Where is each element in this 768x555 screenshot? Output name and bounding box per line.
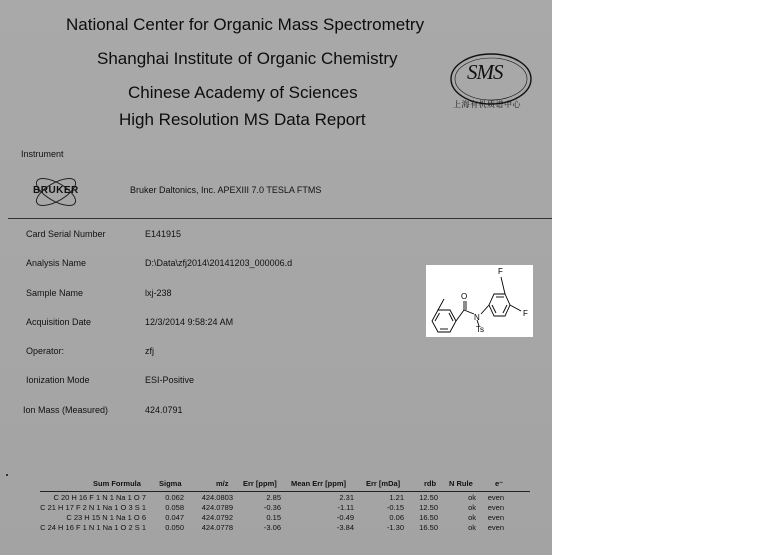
operator-label: Operator: xyxy=(26,346,65,356)
acquisition-date-label: Acquisition Date xyxy=(26,317,92,327)
cell-mz: 424.0792 xyxy=(201,513,233,522)
ion-mass-value: 424.0791 xyxy=(145,405,183,415)
cell-n-rule: ok xyxy=(468,513,476,522)
cell-mz: 424.0789 xyxy=(201,503,233,512)
col-sigma: Sigma xyxy=(159,479,182,488)
cell-err-mda: 1.21 xyxy=(389,493,404,502)
table-header-row xyxy=(20,479,540,489)
sample-name-value: lxj-238 xyxy=(145,288,172,298)
cell-electron: even xyxy=(487,503,504,512)
cell-err-mda: 0.06 xyxy=(389,513,404,522)
cell-rdb: 12.50 xyxy=(419,503,438,512)
cell-err-mda: -0.15 xyxy=(386,503,404,512)
table-header-rule xyxy=(40,491,530,492)
table-row xyxy=(20,513,540,523)
cell-formula: C 24 H 16 F 1 N 1 Na 1 O 2 S 1 xyxy=(40,523,146,532)
col-err-ppm: Err [ppm] xyxy=(243,479,277,488)
cell-rdb: 12.50 xyxy=(419,493,438,502)
col-sum-formula: Sum Formula xyxy=(93,479,141,488)
col-rdb: rdb xyxy=(424,479,437,488)
card-serial-value: E141915 xyxy=(145,229,182,239)
cell-err-ppm: -3.06 xyxy=(263,523,281,532)
cell-sigma: 0.047 xyxy=(165,513,184,522)
report-title-line-3: Chinese Academy of Sciences xyxy=(128,83,358,102)
cell-n-rule: ok xyxy=(468,503,476,512)
cell-rdb: 16.50 xyxy=(419,523,438,532)
cell-n-rule: ok xyxy=(468,523,476,532)
cell-electron: even xyxy=(487,513,504,522)
chemical-structure xyxy=(426,265,533,337)
logo-caption: 上海有机质谱中心 xyxy=(453,100,521,109)
cell-sigma: 0.050 xyxy=(165,523,184,532)
sample-name-label: Sample Name xyxy=(26,288,84,298)
cell-mean-err: 2.31 xyxy=(339,493,354,502)
section-divider xyxy=(8,218,552,219)
atom-f-right: F xyxy=(523,309,528,318)
cell-electron: even xyxy=(487,523,504,532)
scan-mark xyxy=(6,474,8,476)
instrument-label: Instrument xyxy=(21,149,64,159)
cell-electron: even xyxy=(487,493,504,502)
analysis-name-label: Analysis Name xyxy=(26,258,87,268)
ionization-mode-label: Ionization Mode xyxy=(26,375,90,385)
ion-mass-label: Ion Mass (Measured) xyxy=(23,405,109,415)
cell-mean-err: -0.49 xyxy=(336,513,354,522)
analysis-name-value: D:\Data\zfj2014\20141203_000006.d xyxy=(145,258,293,268)
cell-err-ppm: -0.36 xyxy=(263,503,281,512)
col-mean-err: Mean Err [ppm] xyxy=(291,479,347,488)
sms-logo xyxy=(448,52,534,114)
report-title-line-4: High Resolution MS Data Report xyxy=(119,110,366,129)
cell-sigma: 0.058 xyxy=(165,503,184,512)
cell-sigma: 0.062 xyxy=(165,493,184,502)
bruker-logo xyxy=(26,172,86,212)
cell-err-ppm: 0.15 xyxy=(266,513,281,522)
cell-mz: 424.0778 xyxy=(201,523,233,532)
bruker-wordmark: BRUKER xyxy=(33,185,79,196)
cell-rdb: 16.50 xyxy=(419,513,438,522)
col-electron: e⁻ xyxy=(495,479,504,488)
molecule-drawing xyxy=(426,265,533,337)
table-row xyxy=(20,503,540,513)
card-serial-label: Card Serial Number xyxy=(26,229,106,239)
cell-err-ppm: 2.85 xyxy=(266,493,281,502)
col-n-rule: N Rule xyxy=(449,479,473,488)
cell-n-rule: ok xyxy=(468,493,476,502)
acquisition-date-value: 12/3/2014 9:58:24 AM xyxy=(145,317,234,327)
table-row xyxy=(20,523,540,533)
cell-formula: C 20 H 16 F 1 N 1 Na 1 O 7 xyxy=(53,493,146,502)
table-row xyxy=(20,493,540,503)
atom-ts: Ts xyxy=(476,325,484,334)
atom-f-top: F xyxy=(498,267,503,276)
operator-value: zfj xyxy=(145,346,154,356)
cell-err-mda: -1.30 xyxy=(386,523,404,532)
report-title-line-1: National Center for Organic Mass Spectrometry xyxy=(66,15,425,34)
cell-formula: C 21 H 17 F 2 N 1 Na 1 O 3 S 1 xyxy=(40,503,146,512)
col-mz: m/z xyxy=(216,479,229,488)
atom-n: N xyxy=(474,313,480,322)
col-err-mda: Err [mDa] xyxy=(366,479,401,488)
instrument-name: Bruker Daltonics, Inc. APEXIII 7.0 TESLA FTMS xyxy=(130,185,322,195)
report-title-line-2: Shanghai Institute of Organic Chemistry xyxy=(97,49,398,68)
cell-mean-err: -1.11 xyxy=(337,503,354,512)
cell-mean-err: -3.84 xyxy=(336,523,354,532)
logo-monogram: SMS xyxy=(467,60,503,84)
cell-mz: 424.0803 xyxy=(201,493,233,502)
ionization-mode-value: ESI-Positive xyxy=(145,375,195,385)
atom-o: O xyxy=(461,292,468,301)
cell-formula: C 23 H 15 N 1 Na 1 O 6 xyxy=(66,513,146,522)
